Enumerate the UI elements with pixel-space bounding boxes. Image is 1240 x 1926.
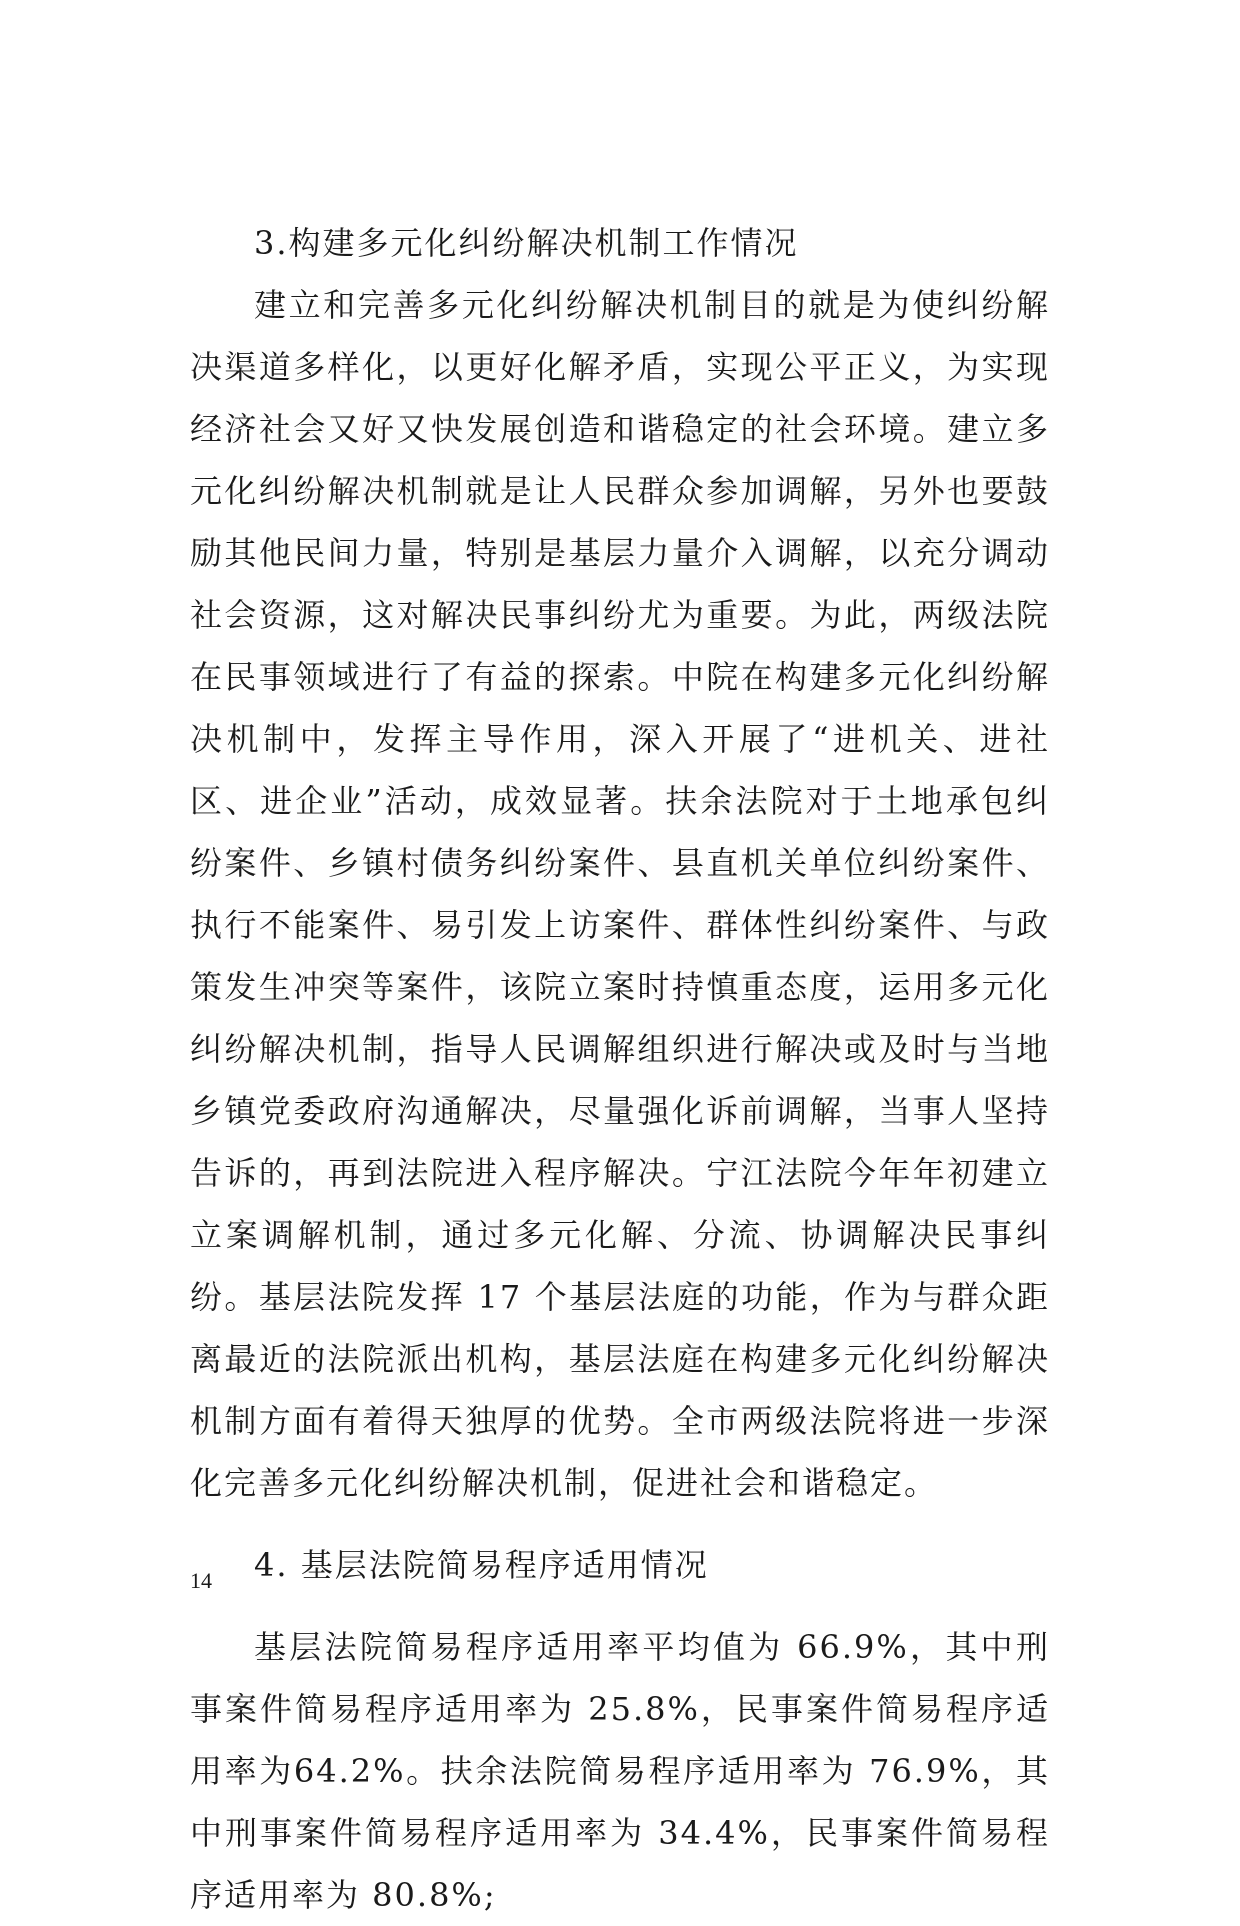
section-3-heading: 3.构建多元化纠纷解决机制工作情况 (254, 224, 799, 262)
page-number: 14 (190, 1568, 212, 1593)
page-content (190, 212, 1050, 1926)
section-4-heading: 4. 基层法院简易程序适用情况 (254, 1546, 709, 1584)
section-3-body: 建立和完善多元化纠纷解决机制目的就是为使纠纷解决渠道多样化，以更好化解矛盾，实现公平正义，为实现经济社会又好又快发展创造和谐稳定的社会环境。建立多元化纠纷解决机制就是让人民群众参加调解，另外也要鼓励其他民间力量，特别是基层力量介入调解，以充分调动社会资源，这对解决民事纠纷尤为重要。为此，两级法院在民事领域进行了有益的探索。中院在构建多元化纠纷解决机制中，发挥主导作用，深入开展了“进机关、进社区、进企业”活动，成效显著。扶余法院对于土地承包纠纷案件、乡镇村债务纠纷案件、县直机关单位纠纷案件、执行不能案件、易引发上访案件、群体性纠纷案件、与政策发生冲突等案件，该院立案时持慎重态度，运用多元化纠纷解决机制，指导人民调解组织进行解决或及时与当地乡镇党委政府沟通解决，尽量强化诉前调解，当事人坚持告诉的，再到法院进入程序解决。宁江法院今年年初建立立案调解机制，通过多元化解、分流、协调解决民事纠纷。基层法院发挥 17 个基层法庭的功能，作为与群众距离最近的法院派出机构，基层法庭在构建多元化纠纷解决机制方面有着得天独厚的优势。全市两级法院将进一步深化完善多元化纠纷解决机制，促进社会和谐稳定。 (190, 286, 1050, 1502)
section-4-body: 基层法院简易程序适用率平均值为 66.9%，其中刑事案件简易程序适用率为 25.8%，民事案件简易程序适用率为64.2%。扶余法院简易程序适用率为 76.9%，其中刑事案件简易程序适用率为 34.4%，民事案件简易程序适用率为 80.8%; (190, 1628, 1050, 1914)
